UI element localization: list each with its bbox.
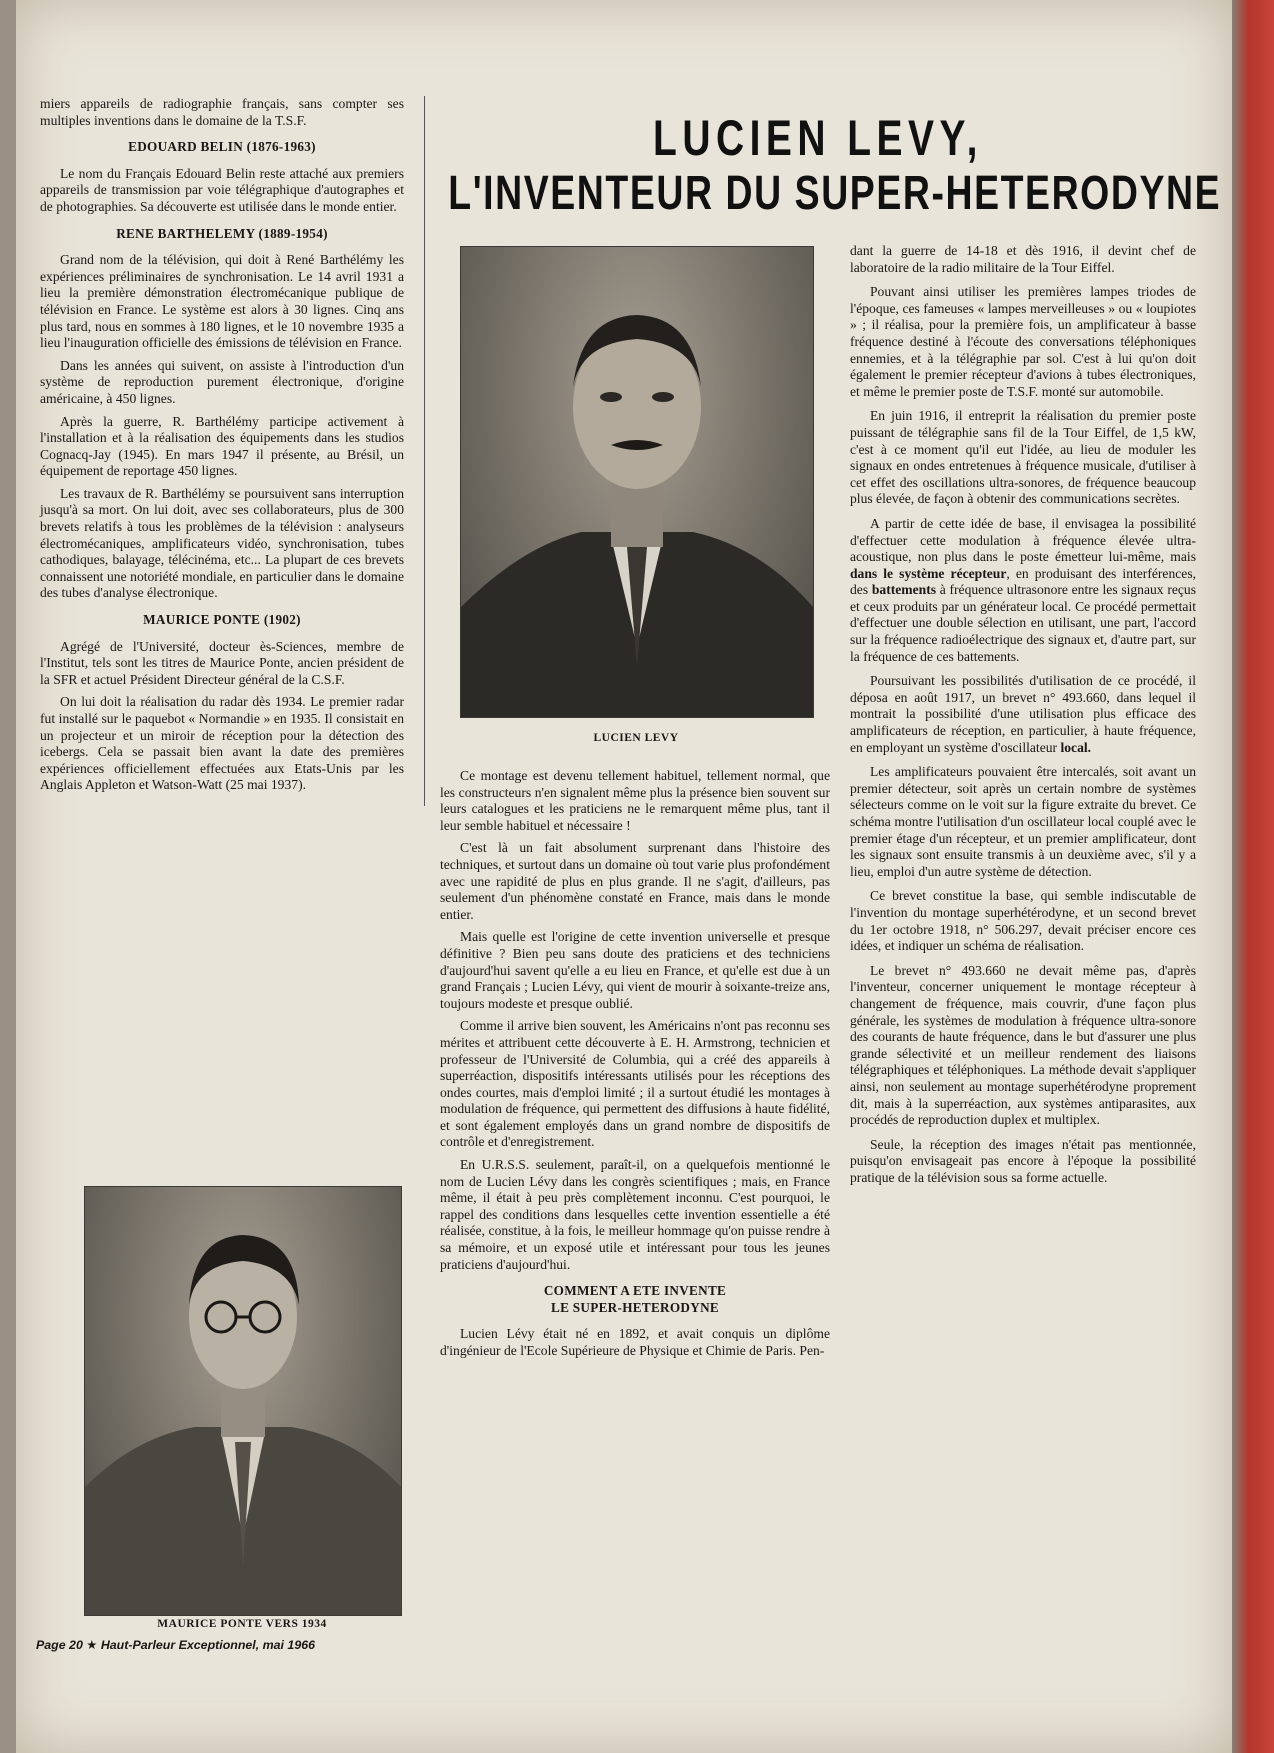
invention-heading-line-2: LE SUPER-HETERODYNE — [550, 1299, 719, 1315]
bold-run: dans le système récepteur — [850, 565, 1007, 581]
right-paragraph-4 — [850, 516, 1196, 665]
right-paragraph-5 — [850, 673, 1196, 756]
right-column — [850, 243, 1196, 1194]
bold-run: local. — [1060, 739, 1092, 755]
lucien-levy-portrait — [460, 246, 814, 718]
left-column — [40, 96, 404, 800]
middle-paragraph-5: En U.R.S.S. seulement, paraît-il, on a quelquefois mentionné le nom de Lucien Lévy dans les congrès scientifiques ; mais, en France même, il était à peu près complètement inconnu. C'est pourquoi, le rappel des conditions dans lesquelles cette invention essentielle a été réalisée, constitue, à la fois, le meilleur hommage qu'on puisse rendre à sa mémoire, et un exposé utile et intéressant pour tous les jeunes praticiens d'aujourd'hui. — [440, 1157, 830, 1272]
barthelemy-paragraph-4: Les travaux de R. Barthélémy se poursuivent sans interruption jusqu'à sa mort. On lui doit, avec ses collaborateurs, plus de 300 brevets relatifs à tous les problèmes de la télévision : analyseurs électromécaniques, amplificateurs vidéo, synchronisation, tubes cathodiques, balayage, télécinéma, etc... La plupart de ces brevets connaissent une notoriété mondiale, en particulier dans le domaine des tubes d'analyse électronique. — [40, 485, 404, 601]
column-divider — [424, 96, 425, 806]
maurice-ponte-portrait — [84, 1186, 402, 1616]
barthelemy-paragraph-1: Grand nom de la télévision, qui doit à René Barthélémy les expériences préliminaires de synchronisation. Le 14 avril 1931 a lieu la première démonstration électromécanique publique de télévision en France. Le système est alors à 30 lignes. Cinq ans plus tard, nous en sommes à 180 lignes, et le 10 novembre 1935 a lieu l'inauguration officielle des émissions de télévision en France. — [40, 252, 404, 351]
binding-edge — [1232, 0, 1274, 1753]
right-paragraph-2: Pouvant ainsi utiliser les premières lampes triodes de l'époque, ces fameuses « lampes merveilleuses » ou « loupiotes » ; il réalisa, pour la première fois, un amplificateur à basse fréquence destiné à l'écoute des conversations téléphoniques ennemies, et à la télégraphie par sol. C'est à lui qu'on doit également le premier récepteur d'avions à tubes électroniques, et même le premier poste de T.S.F. monté sur automobile. — [850, 284, 1196, 399]
title-line-2: L'INVENTEUR DU SUPER-HETERODYNE — [448, 167, 1222, 220]
invention-heading-line-1: COMMENT A ETE INVENTE — [543, 1283, 727, 1299]
text-run: A partir de cette idée de base, il envisagea la possibilité d'effectuer cette modulation à fréquence élevée ultra-acoustique, non plus dans le poste émetteur lui-même, mais — [850, 515, 1196, 565]
middle-paragraph-1: Ce montage est devenu tellement habituel, tellement normal, que les constructeurs n'en signalent même plus la présence bien souvent sur leurs catalogues et les praticiens ne le remarquent même plus, tant il leur semble habituel et nécessaire ! — [440, 768, 830, 833]
page-footer: Page 20 ★ Haut-Parleur Exceptionnel, mai 1966 — [36, 1638, 315, 1652]
text-run: à fréquence ultrasonore entre les signaux reçus et ceux produits par un générateur local. Ce procédé permettait d'effectuer une double sélection en utilisant, une part, l'accord sur la fréquence radioélectrique des signaux et, d'autre part, sur la fréquence de ces battements. — [850, 582, 1196, 664]
middle-paragraph-6: Lucien Lévy était né en 1892, et avait conquis un diplôme d'ingénieur de l'Ecole Supérieure de Physique et Chimie de Paris. Pen- — [440, 1326, 830, 1358]
right-paragraph-6: Les amplificateurs pouvaient être intercalés, soit avant un premier détecteur, soit après un certain nombre de systèmes sélecteurs comme on le voit sur la figure extraite du brevet. Ce schéma montre l'utilisation d'un oscillateur local couplé avec le premier étage d'un récepteur, et un premier amplificateur, dont les signaux sont ensuite transmis à un deuxième avec, s'il y a lieu, emploi d'un autre système de détection. — [850, 764, 1196, 879]
ponte-paragraph-2: On lui doit la réalisation du radar dès 1934. Le premier radar fut installé sur le paquebot « Normandie » en 1935. Il consistait en un projecteur et un miroir de réception pour la détection des icebergs. Cela se passait bien avant la date des premières expériences officiellement effectuées aux Etats-Unis par les Anglais Appleton et Watson-Watt (25 mai 1937). — [40, 694, 404, 793]
ponte-heading: MAURICE PONTE (1902) — [143, 612, 301, 628]
invention-heading — [440, 1283, 830, 1316]
text-run: , en produisant des interférences, des — [850, 565, 1197, 598]
bold-run: battements — [871, 582, 937, 598]
title-line-1: LUCIEN LEVY, — [653, 110, 983, 166]
intro-paragraph: miers appareils de radiographie français, sans compter ses multiples inventions dans le domaine de la T.S.F. — [40, 96, 404, 128]
right-paragraph-9: Seule, la réception des images n'était pas mentionnée, puisqu'on envisageait pas encore à l'époque la possibilité pratique de la télévision sous sa forme actuelle. — [850, 1136, 1196, 1185]
levy-caption: LUCIEN LEVY — [593, 732, 679, 744]
right-paragraph-3: En juin 1916, il entreprit la réalisation du premier poste puissant de télégraphie sans fil de la Tour Eiffel, de 1,5 kW, c'est à ce moment qu'il eut l'idée, au lieu de moduler les signaux en ondes entretenues à fréquence musicale, d'utiliser à cet effet des oscillations ultra-sonores, de fréquence beaucoup plus élevée, de façon à obtenir des communications secrètes. — [850, 408, 1196, 507]
middle-paragraph-3: Mais quelle est l'origine de cette invention universelle et presque définitive ? Bien peu sans doute des praticiens et des techniciens d'aujourd'hui savent qu'elle a eu lieu en France, et qu'elle est due à un grand Français ; Lucien Lévy, qui vient de mourir à soixante-treize ans, toujours modeste et presque oublié. — [440, 929, 830, 1011]
belin-heading: EDOUARD BELIN (1876-1963) — [128, 139, 316, 155]
right-paragraph-7: Ce brevet constitue la base, qui semble indiscutable de l'invention du montage superhétérodyne, et un second brevet du 1er octobre 1918, n° 506.297, devait préciser encore ces idées, et indiquer un schéma de réalisation. — [850, 888, 1196, 954]
ponte-paragraph-1: Agrégé de l'Université, docteur ès-Sciences, membre de l'Institut, tels sont les titres de Maurice Ponte, ancien président de la SFR et actuel Président Directeur général de la C.S.F. — [40, 638, 404, 687]
middle-paragraph-4: Comme il arrive bien souvent, les Américains n'ont pas reconnu ses mérites et attribuent cette découverte à E. H. Armstrong, technicien et professeur de l'Université de Columbia, qui a créé des appareils à superréaction, dispositifs intéressants utilisés pour les réceptions des ondes courtes, mais d'emploi limité ; il a surtout étudié les montages à modulation de fréquence, qui permettent des diffusions à haute fidélité, et sont également employés dans un grand nombre de dispositifs de contrôle et d'enregistrement. — [440, 1018, 830, 1150]
middle-paragraph-2: C'est là un fait absolument surprenant dans l'histoire des techniques, et surtout dans un domaine où tout varie plus profondément avec une rapidité de plus en plus grande. Il ne s'agit, d'ailleurs, pas seulement d'un phénomène constaté en France, mais dans le monde entier. — [440, 840, 830, 922]
middle-column — [440, 768, 830, 1366]
ponte-caption: MAURICE PONTE VERS 1934 — [157, 1618, 327, 1630]
article-title — [448, 110, 1222, 222]
text-run: Poursuivant les possibilités d'utilisation de ce procédé, il déposa en août 1917, un brevet n° 493.660, dans lequel il montrait la possibilité d'une utilisation plus efficace des amplificateurs de réception, en particulier, à haute fréquence, en employant un système d'oscillateur — [850, 673, 1196, 755]
right-paragraph-8: Le brevet n° 493.660 ne devait même pas, d'après l'inventeur, concerner uniquement le montage récepteur à changement de fréquence, mais couvrir, d'une façon plus générale, les systèmes de modulation à fréquence ultra-sonore des courants de haute fréquence, dans le but d'assurer une plus grande sélectivité et un meilleur rendement des liaisons télégraphiques et téléphoniques. La méthode devait s'appliquer ainsi, non seulement au montage superhétérodyne proprement dit, mais à la superréaction, aux systèmes antiparasites, aux procédés de reproduction duplex et multiplex. — [850, 962, 1196, 1128]
barthelemy-paragraph-2: Dans les années qui suivent, on assiste à l'introduction d'un système de reproduction purement électronique, d'origine américaine, à 450 lignes. — [40, 357, 404, 406]
barthelemy-heading: RENE BARTHELEMY (1889-1954) — [116, 225, 328, 241]
barthelemy-paragraph-3: Après la guerre, R. Barthélémy participe activement à l'installation et à la réalisation des équipements dans les studios Cognacq-Jay (1945). En mars 1947 il présente, au Brésil, un équipement de reportage 450 lignes. — [40, 413, 404, 479]
right-paragraph-1: dant la guerre de 14-18 et dès 1916, il devint chef de laboratoire de la radio militaire de la Tour Eiffel. — [850, 243, 1196, 275]
belin-paragraph: Le nom du Français Edouard Belin reste attaché aux premiers appareils de transmission par voie télégraphique d'autographes et de photographies. Sa découverte est utilisée dans le monde entier. — [40, 165, 404, 214]
